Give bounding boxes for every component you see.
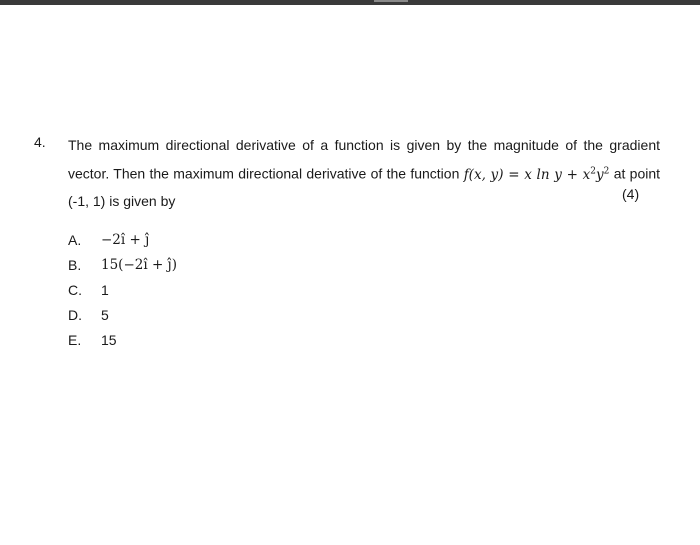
function-term2-exp1: 2 bbox=[590, 166, 596, 176]
function-term2-base: x bbox=[582, 166, 591, 183]
question-text-part1: The maximum directional derivative of a function is given by the magnitude of the gradient vector. Then the maximum directional derivative of the function bbox=[68, 137, 660, 182]
option-text: 1 bbox=[101, 282, 109, 298]
option-text: 15 bbox=[101, 332, 117, 348]
function-equals: = bbox=[508, 166, 520, 183]
top-border-bar bbox=[0, 0, 700, 5]
question-text-part2: at point (-1, 1) is given by bbox=[68, 165, 661, 209]
option-text: −2î + ĵ bbox=[101, 232, 150, 248]
option-letter: D. bbox=[68, 307, 82, 323]
option-letter: A. bbox=[68, 232, 82, 248]
option-letter: E. bbox=[68, 332, 82, 348]
function-plus: + bbox=[566, 166, 578, 183]
question-marks: (4) bbox=[622, 186, 640, 202]
option-text: 15(−2î + ĵ) bbox=[101, 257, 178, 273]
option-letter: B. bbox=[68, 257, 82, 273]
top-bar-notch bbox=[374, 0, 408, 2]
function-expression bbox=[464, 167, 610, 183]
question-text bbox=[68, 132, 660, 214]
function-term2-var: y bbox=[596, 166, 604, 183]
option-letter: C. bbox=[68, 282, 82, 298]
option-text: 5 bbox=[101, 307, 109, 323]
function-term2-exp2: 2 bbox=[603, 166, 610, 176]
function-term1: x ln y bbox=[524, 166, 562, 183]
function-lhs: f(x, y) bbox=[463, 166, 504, 183]
question-number: 4. bbox=[34, 134, 46, 150]
